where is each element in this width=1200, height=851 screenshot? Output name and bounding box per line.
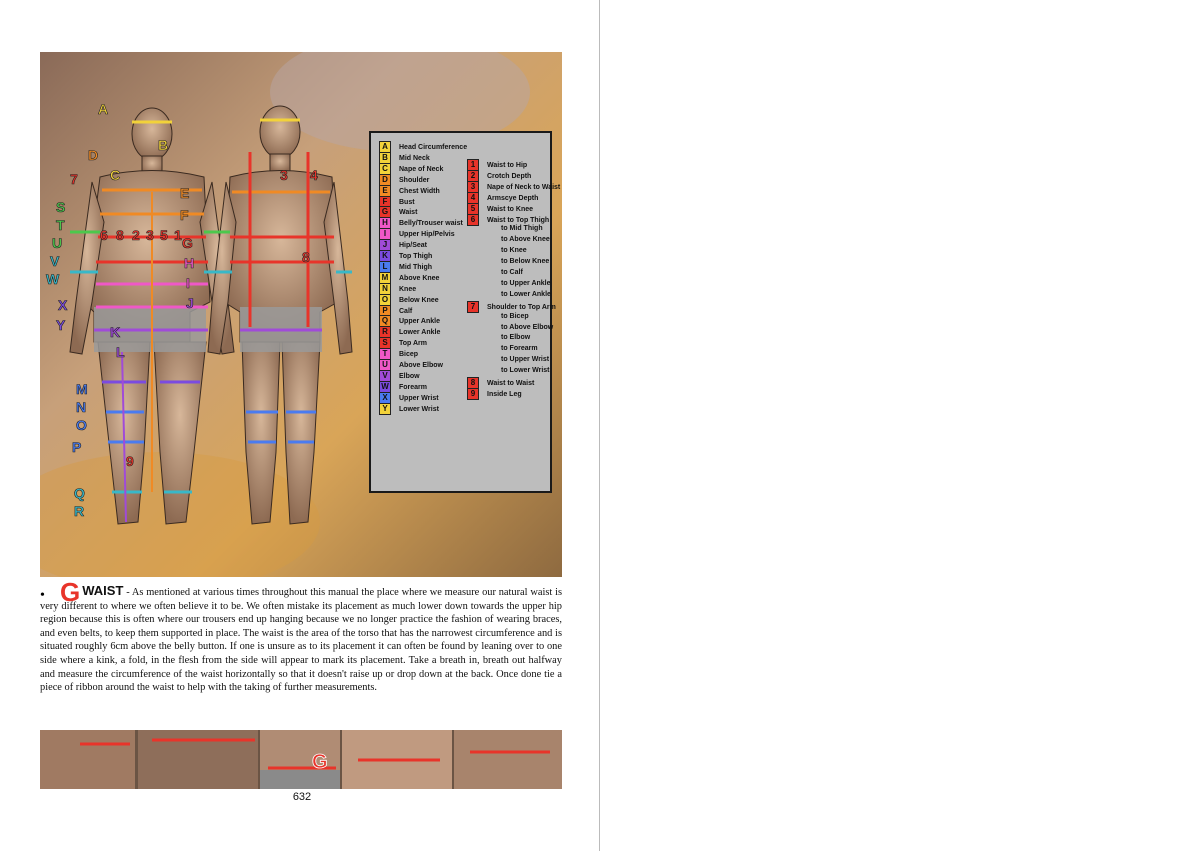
legend-item — [467, 366, 549, 376]
label-back-8: 8 — [302, 249, 310, 265]
legend-code: W — [379, 381, 391, 393]
legend-item — [467, 355, 549, 365]
label-s: S — [56, 199, 66, 215]
label-num-1: 1 — [174, 227, 182, 243]
label-m: M — [76, 381, 88, 397]
legend-code: K — [379, 250, 391, 262]
label-d: D — [88, 147, 99, 163]
legend-item — [379, 403, 439, 413]
label-num-6: 6 — [100, 227, 108, 243]
legend-text: Lower Wrist — [399, 405, 439, 413]
legend-item — [467, 181, 560, 191]
page-number-632: 632 — [292, 791, 312, 803]
legend-item — [379, 359, 443, 369]
legend-text: Knee — [399, 285, 417, 293]
legend-text: Below Knee — [399, 296, 439, 304]
label-v: V — [50, 253, 60, 269]
legend-item — [467, 388, 522, 398]
legend-item — [379, 196, 415, 206]
legend-code: J — [379, 239, 391, 251]
legend-text: to Calf — [501, 269, 523, 276]
legend-item — [467, 333, 530, 343]
legend-code: A — [379, 141, 391, 153]
legend-text: Waist to Waist — [487, 380, 535, 387]
legend-text: to Above Knee — [501, 236, 550, 244]
bullet-icon: • — [40, 588, 45, 603]
legend-item — [379, 337, 427, 347]
legend-text: to Lower Wrist — [501, 367, 550, 375]
legend-code: Y — [379, 403, 391, 415]
label-b: B — [158, 137, 169, 153]
legend-code: V — [379, 370, 391, 382]
label-num-8: 8 — [116, 227, 124, 243]
legend-text: to Upper Ankle — [501, 279, 551, 287]
waist-heading: WAIST — [82, 583, 124, 598]
label-h: H — [184, 255, 195, 271]
legend-item — [467, 246, 527, 256]
legend-item — [467, 268, 523, 278]
legend-item — [379, 141, 467, 151]
legend-code: R — [379, 326, 391, 338]
legend-item — [467, 290, 551, 300]
waist-caption — [40, 577, 562, 695]
label-num-5: 5 — [160, 227, 168, 243]
label-a: A — [98, 101, 109, 117]
label-o: O — [76, 417, 87, 433]
legend-item — [379, 283, 416, 293]
legend-code: F — [379, 196, 391, 208]
legend-item — [467, 257, 549, 267]
legend-item — [379, 392, 439, 402]
legend-text: Waist to Hip — [487, 162, 528, 169]
legend-text: Mid Thigh — [399, 263, 433, 271]
legend-item — [379, 272, 439, 282]
legend-code: H — [379, 217, 391, 229]
legend-text: Top Thigh — [399, 253, 433, 260]
legend-item — [379, 174, 429, 184]
legend-text: to Upper Wrist — [501, 356, 550, 364]
label-7: 7 — [70, 171, 78, 187]
legend-code: 5 — [467, 203, 479, 215]
label-y: Y — [56, 317, 66, 333]
legend-item — [467, 279, 551, 289]
label-back-3: 3 — [280, 167, 288, 183]
legend-code: P — [379, 305, 391, 317]
legend-text: to Elbow — [501, 334, 531, 342]
legend-text: Upper Wrist — [399, 394, 439, 402]
legend-text: Waist — [399, 209, 418, 217]
legend-text: to Below Knee — [501, 258, 550, 266]
legend-text: to Above Elbow — [501, 323, 554, 331]
legend-item — [467, 312, 529, 322]
legend-code: 1 — [467, 159, 479, 171]
legend-item — [379, 250, 432, 260]
legend-code: Q — [379, 315, 391, 327]
legend-item — [379, 152, 430, 162]
label-i: I — [186, 275, 190, 291]
page-633 — [600, 0, 1200, 851]
legend-text: to Knee — [501, 247, 527, 255]
label-t: T — [56, 217, 65, 233]
legend-item — [467, 192, 538, 202]
label-x: X — [58, 297, 68, 313]
legend-code: 2 — [467, 170, 479, 182]
legend-text: Shoulder — [399, 176, 430, 184]
legend-code: S — [379, 337, 391, 349]
legend-text: Upper Ankle — [399, 318, 440, 326]
waist-body-text: - As mentioned at various times throughout this manual the place where we measure our natural waist is very different to where we often believe it to be. We often mistake its placement as much lower down towards the upper hip region because this is often where our trousers end up hanging because we no longer practice the fashion of wearing braces, and even belts, to keep them supported in place. The waist is the area of the torso that has the narrowest circumference and is situated roughly 6cm above the belly button. If one is unsure as to its placement it can often be found by leaning over to one side where a kink, a fold, in the flesh from the side will appear to mark its placement. Take a breath in, breath out halfway and measure the circumference of the waist horizontally so that it doesn't raise up or drop down at the back. Once done tie a piece of ribbon around the waist to help with the taking of further measurements. — [40, 587, 562, 694]
legend-code: T — [379, 348, 391, 360]
legend-code: E — [379, 185, 391, 197]
label-num-3: 3 — [146, 227, 154, 243]
waist-strip-canvas — [40, 730, 562, 789]
legend-code: 7 — [467, 301, 479, 313]
label-l: L — [116, 344, 125, 360]
legend-code: 6 — [467, 214, 479, 226]
legend-code: L — [379, 261, 391, 273]
legend-code: U — [379, 359, 391, 371]
legend-item — [467, 301, 556, 311]
legend-text: Mid Neck — [399, 154, 430, 162]
legend-item — [467, 323, 553, 333]
label-w: W — [46, 271, 60, 287]
legend-text: Nape of Neck — [399, 165, 444, 173]
label-j: J — [186, 295, 194, 311]
label-e: E — [180, 185, 190, 201]
label-r: R — [74, 503, 85, 519]
label-num-2: 2 — [132, 227, 140, 243]
legend-text: Nape of Neck to Waist — [487, 183, 561, 191]
legend-item — [379, 370, 420, 380]
legend-code: I — [379, 228, 391, 240]
legend-text: Forearm — [399, 383, 428, 391]
label-q: Q — [74, 485, 85, 501]
legend-code: N — [379, 283, 391, 295]
legend-text: Top Arm — [399, 340, 427, 348]
legend-text: Calf — [399, 307, 413, 315]
legend-code: G — [379, 206, 391, 218]
strip-label-g: G — [312, 751, 328, 773]
legend-text: Waist to Top Thigh — [487, 216, 550, 224]
legend-item — [467, 377, 534, 387]
legend-item — [467, 214, 549, 224]
label-p: P — [72, 439, 82, 455]
label-f: F — [180, 207, 189, 223]
legend-item — [379, 185, 440, 195]
legend-code: 9 — [467, 388, 479, 400]
measurement-figure-male — [40, 52, 562, 577]
legend-item — [379, 348, 418, 358]
legend-code: O — [379, 294, 391, 306]
legend-text: to Mid Thigh — [501, 225, 543, 233]
legend-code: D — [379, 174, 391, 186]
label-c: C — [110, 167, 121, 183]
legend-item — [379, 206, 417, 216]
legend-item — [379, 228, 455, 238]
label-n: N — [76, 399, 87, 415]
label-num-9: 9 — [126, 453, 134, 469]
legend-item — [379, 326, 440, 336]
legend-item — [379, 381, 427, 391]
legend-text: to Forearm — [501, 345, 538, 353]
waist-photo-strip — [40, 730, 562, 789]
legend-code: 8 — [467, 377, 479, 389]
legend-text: Chest Width — [399, 187, 440, 195]
legend-item — [379, 261, 432, 271]
label-k: K — [110, 324, 121, 340]
label-back-4: 4 — [310, 167, 318, 183]
legend-text: Belly/Trouser waist — [399, 220, 463, 228]
label-g: G — [182, 235, 193, 251]
legend-item — [467, 159, 527, 169]
legend-item — [379, 305, 412, 315]
legend-text: Upper Hip/Pelvis — [399, 231, 455, 239]
legend-code: X — [379, 392, 391, 404]
legend-code: 3 — [467, 181, 479, 193]
legend-code: M — [379, 272, 391, 284]
measurement-legend-male — [369, 131, 561, 493]
legend-text: Above Knee — [399, 274, 440, 282]
legend-text: Above Elbow — [399, 362, 443, 369]
legend-item — [379, 239, 427, 249]
legend-text: to Lower Ankle — [501, 290, 551, 298]
legend-item — [467, 235, 550, 245]
legend-text: Bust — [399, 198, 415, 206]
legend-code: C — [379, 163, 391, 175]
legend-text: Head Circumference — [399, 144, 468, 151]
legend-text: Elbow — [399, 372, 420, 380]
legend-item — [467, 224, 543, 234]
legend-text: Hip/Seat — [399, 242, 428, 250]
legend-item — [379, 294, 439, 304]
legend-item — [379, 315, 440, 325]
legend-code: B — [379, 152, 391, 164]
legend-text: Bicep — [399, 351, 419, 359]
legend-text: Shoulder to Top Arm — [487, 303, 556, 311]
legend-item — [467, 344, 538, 354]
legend-item — [379, 163, 443, 173]
dropcap-g: G — [60, 577, 81, 607]
legend-text: to Bicep — [501, 312, 529, 320]
legend-text: Armscye Depth — [487, 194, 539, 202]
legend-item — [379, 217, 463, 227]
legend-item — [467, 170, 531, 180]
label-u: U — [52, 235, 63, 251]
legend-text: Lower Ankle — [399, 329, 441, 337]
legend-item — [467, 203, 533, 213]
legend-text: Waist to Knee — [487, 205, 534, 213]
legend-code: 4 — [467, 192, 479, 204]
legend-text: Inside Leg — [487, 390, 522, 398]
legend-text: Crotch Depth — [487, 172, 532, 180]
